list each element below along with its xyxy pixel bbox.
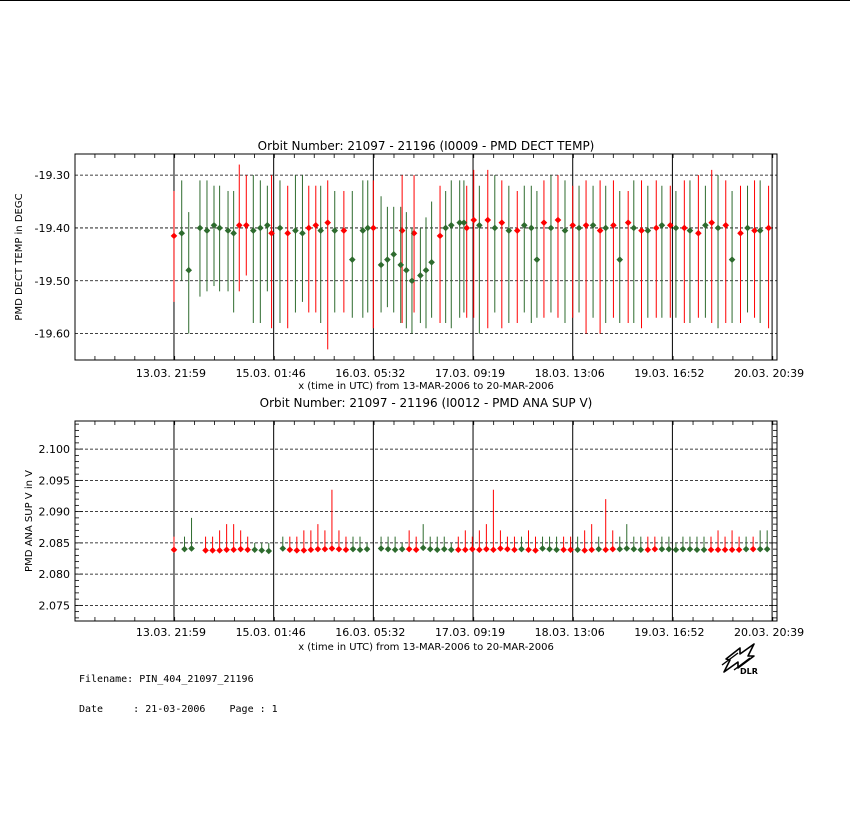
data-point [595, 546, 602, 553]
data-point [511, 546, 518, 553]
data-point [364, 546, 371, 553]
x-tick-label: 18.03. 13:06 [534, 367, 605, 380]
data-point [491, 225, 498, 232]
data-point [279, 545, 286, 552]
data-point [185, 267, 192, 274]
y-tick-label: 2.075 [38, 599, 70, 613]
data-point [448, 222, 455, 229]
x-tick-label: 20.03. 20:39 [733, 367, 805, 380]
x-tick-label: 19.03. 16:52 [634, 626, 705, 639]
data-point [736, 546, 743, 553]
x-tick-label: 17.03. 09:19 [434, 626, 506, 639]
data-point [417, 272, 424, 279]
data-point [476, 546, 483, 553]
data-point [420, 545, 427, 552]
data-point [764, 546, 771, 553]
data-point [469, 546, 476, 553]
data-point [630, 546, 637, 553]
data-point [385, 546, 392, 553]
y-tick-label: -19.30 [34, 169, 70, 183]
footer-info [79, 655, 278, 725]
data-point [574, 546, 581, 553]
data-point [284, 230, 291, 237]
data-point [588, 546, 595, 553]
data-point [750, 546, 757, 553]
data-point [499, 219, 506, 226]
data-point [428, 259, 435, 266]
data-point [350, 546, 357, 553]
data-point [645, 546, 652, 553]
data-point [171, 546, 178, 553]
data-point [687, 546, 694, 553]
x-tick-label: 15.03. 01:46 [235, 626, 306, 639]
data-point [483, 546, 490, 553]
data-point [484, 217, 491, 224]
data-point [322, 546, 329, 553]
chart-title: Orbit Number: 21097 - 21196 (I0009 - PMD DECT TEMP) [257, 139, 595, 153]
data-point [694, 546, 701, 553]
data-point [757, 546, 764, 553]
data-point [532, 547, 539, 554]
y-tick-label: 2.085 [38, 536, 70, 550]
data-point [437, 233, 444, 240]
x-tick-label: 18.03. 13:06 [534, 626, 605, 639]
data-point [197, 225, 204, 232]
data-point [406, 546, 413, 553]
data-point [336, 546, 343, 553]
data-point [548, 225, 555, 232]
data-point [399, 227, 406, 234]
data-point [666, 546, 673, 553]
data-point [384, 256, 391, 263]
data-point [560, 546, 567, 553]
data-point [653, 225, 660, 232]
dlr-logo-icon [716, 642, 760, 676]
data-point [287, 546, 294, 553]
data-point [251, 546, 258, 553]
data-point [370, 225, 377, 232]
data-point [455, 546, 462, 553]
data-point [265, 548, 272, 555]
data-point [427, 546, 434, 553]
data-point [680, 546, 687, 553]
data-point [490, 546, 497, 553]
y-tick-label: -19.40 [34, 221, 70, 235]
data-point [324, 219, 331, 226]
data-point [399, 546, 406, 553]
data-point [188, 545, 195, 552]
data-point [630, 225, 637, 232]
x-tick-label: 17.03. 09:19 [434, 367, 506, 380]
data-point [701, 546, 708, 553]
data-point [514, 227, 521, 234]
plot-frame [75, 421, 777, 621]
x-tick-label: 13.03. 21:59 [135, 626, 207, 639]
data-point [609, 546, 616, 553]
voltage-panel [24, 396, 804, 653]
data-point [722, 222, 729, 229]
data-point [216, 547, 223, 554]
data-point [202, 547, 209, 554]
data-point [413, 546, 420, 553]
data-point [317, 227, 324, 234]
data-point [602, 546, 609, 553]
data-point [581, 547, 588, 554]
data-point [737, 230, 744, 237]
data-point [673, 225, 680, 232]
data-point [315, 546, 322, 553]
data-point [349, 256, 356, 263]
data-point [534, 256, 541, 263]
data-point [305, 225, 312, 232]
data-point [528, 225, 535, 232]
x-tick-label: 16.03. 05:32 [335, 367, 406, 380]
data-point [343, 546, 350, 553]
data-point [277, 225, 284, 232]
data-point [708, 546, 715, 553]
data-point [623, 545, 630, 552]
y-tick-label: 2.090 [38, 505, 70, 519]
data-point [441, 546, 448, 553]
data-point [223, 546, 230, 553]
data-point [729, 256, 736, 263]
data-point [442, 225, 449, 232]
data-point [462, 546, 469, 553]
data-point [230, 546, 237, 553]
y-axis-label: PMD ANA SUP V in V [24, 470, 35, 572]
y-axis-label: PMD DECT TEMP in DEGC [14, 193, 25, 321]
data-point [392, 546, 399, 553]
data-point [434, 546, 441, 553]
data-point [541, 219, 548, 226]
dlr-logo-text: DLR [740, 667, 758, 676]
data-point [729, 546, 736, 553]
data-point [659, 222, 666, 229]
data-point [553, 546, 560, 553]
data-point [616, 256, 623, 263]
data-point [708, 219, 715, 226]
data-point [258, 547, 265, 554]
data-point [312, 222, 319, 229]
data-point [695, 230, 702, 237]
data-point [681, 225, 688, 232]
data-point [357, 546, 364, 553]
data-point [539, 545, 546, 552]
data-point [722, 546, 729, 553]
y-tick-label: 2.095 [38, 474, 70, 488]
data-point [673, 546, 680, 553]
data-point [237, 546, 244, 553]
filename-line: Filename: PIN_404_21097_21196 [79, 674, 254, 685]
data-point [243, 222, 250, 229]
data-point [715, 546, 722, 553]
data-point [616, 546, 623, 553]
y-tick-label: -19.60 [34, 327, 70, 341]
data-point [625, 219, 632, 226]
data-point [470, 217, 477, 224]
x-tick-label: 13.03. 21:59 [135, 367, 207, 380]
data-point [216, 225, 223, 232]
data-point [659, 546, 666, 553]
data-point [423, 267, 430, 274]
data-point [397, 262, 404, 269]
x-tick-label: 20.03. 20:39 [733, 626, 805, 639]
data-point [715, 225, 722, 232]
data-point [181, 546, 188, 553]
data-point [652, 546, 659, 553]
y-tick-label: 2.100 [38, 443, 70, 457]
data-point [257, 225, 264, 232]
data-point [299, 230, 306, 237]
data-point [230, 230, 237, 237]
x-tick-label: 16.03. 05:32 [335, 626, 406, 639]
x-axis-label: x (time in UTC) from 13-MAR-2006 to 20-MAR-2006 [298, 642, 554, 653]
data-point [743, 546, 750, 553]
data-point [525, 546, 532, 553]
data-point [546, 546, 553, 553]
data-point [308, 546, 315, 553]
x-axis-label: x (time in UTC) from 13-MAR-2006 to 20-MAR-2006 [298, 381, 554, 392]
x-tick-label: 15.03. 01:46 [235, 367, 306, 380]
data-point [555, 217, 562, 224]
chart-title: Orbit Number: 21097 - 21196 (I0012 - PMD ANA SUP V) [259, 396, 593, 410]
data-point [638, 546, 645, 553]
data-point [576, 225, 583, 232]
data-point [448, 546, 455, 553]
data-point [244, 546, 251, 553]
data-point [301, 547, 308, 554]
data-point [765, 225, 772, 232]
data-point [638, 227, 645, 234]
data-point [204, 227, 211, 234]
data-point [583, 222, 590, 229]
data-point [497, 545, 504, 552]
y-tick-label: -19.50 [34, 274, 70, 288]
data-point [602, 225, 609, 232]
x-tick-label: 19.03. 16:52 [634, 367, 705, 380]
data-point [209, 547, 216, 554]
data-point [178, 230, 185, 237]
data-point [744, 225, 751, 232]
data-point [378, 545, 385, 552]
data-point [504, 546, 511, 553]
y-tick-label: 2.080 [38, 568, 70, 582]
data-point [171, 233, 178, 240]
data-point [294, 547, 301, 554]
data-point [390, 251, 397, 258]
data-point [403, 267, 410, 274]
temperature-panel [14, 139, 804, 392]
data-point [329, 545, 336, 552]
date-line: Date : 21-03-2006 Page : 1 [79, 704, 278, 715]
data-point [378, 262, 385, 269]
data-point [518, 546, 525, 553]
